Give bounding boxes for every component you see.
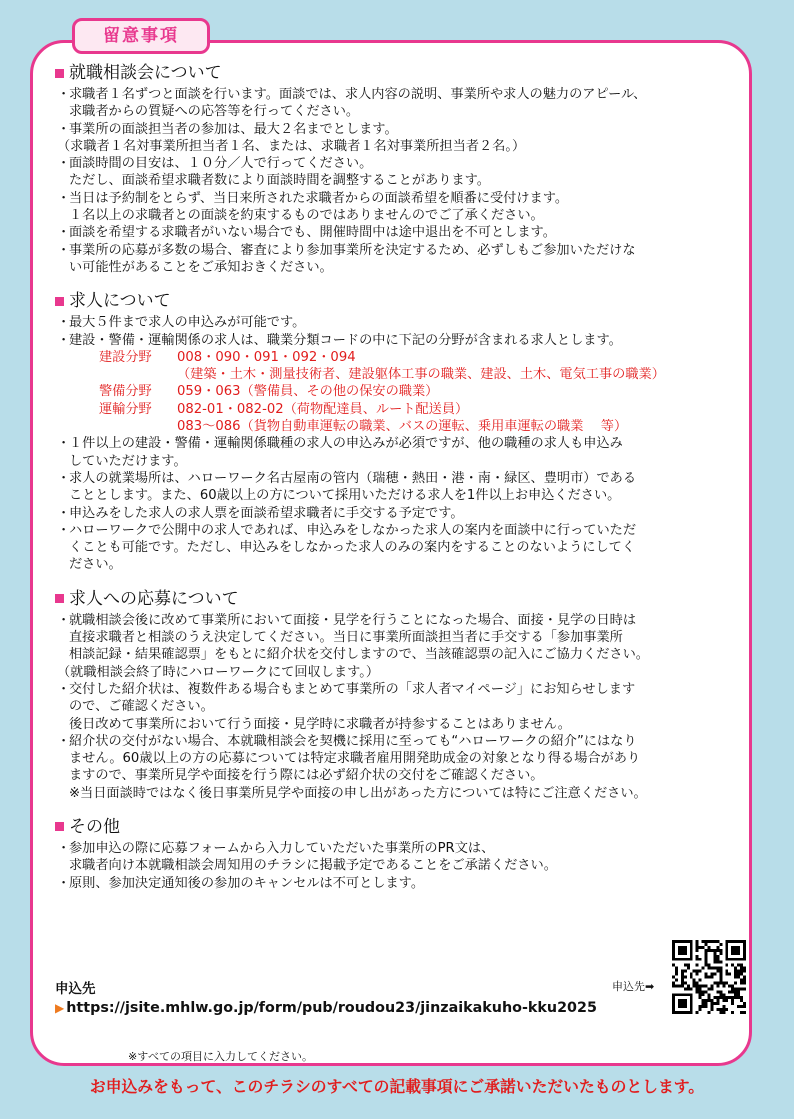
dot-bullet-icon: ・ xyxy=(57,156,71,172)
square-bullet-icon xyxy=(55,822,64,831)
section-0 xyxy=(55,62,745,276)
list-item-text: 建設・警備・運輸関係の求人は、職業分類コードの中に下記の分野が含まれる求人とします。 xyxy=(69,332,622,348)
square-bullet-icon xyxy=(55,297,64,306)
list-item xyxy=(55,155,745,172)
list-item xyxy=(55,733,745,750)
list-item-text: 求職者１名ずつと面談を行います。面談では、求人内容の説明、事業所や求人の魅力のアピール、 xyxy=(69,87,647,102)
list-item-text: 参加申込の際に応募フォームから入力していただいた事業所のPR文は、 xyxy=(69,840,495,856)
job-field-row xyxy=(55,349,745,366)
job-field-codes: 008・090・091・092・094 xyxy=(177,349,356,365)
list-item-text: 原則、参加決定通知後の参加のキャンセルは不可とします。 xyxy=(69,875,425,891)
list-item-continuation: 直接求職者と相談のうえ決定してください。当日に事業所面談担当者に手交する「参加事業所 xyxy=(69,630,623,646)
dot-bullet-icon: ・ xyxy=(57,505,71,521)
section-title xyxy=(55,588,745,610)
list-item xyxy=(55,470,745,487)
job-field-row xyxy=(55,383,745,400)
list-item-continuation: 後日改めて事業所において行う面接・見学時に求職者が持参することはありません。 xyxy=(69,716,571,732)
list-item-text: 就職相談会後に改めて事業所において面接・見学を行うことになった場合、面接・見学の日時は xyxy=(69,612,637,628)
list-item-continuation: ので、ご確認ください。 xyxy=(69,699,214,715)
list-item-text: ハローワークで公開中の求人であれば、申込みをしなかった求人の案内を面談中に行っていただ xyxy=(69,522,637,538)
square-bullet-icon xyxy=(55,594,64,603)
list-item-text: 事業所の面談担当者の参加は、最大２名までとします。 xyxy=(69,121,398,137)
list-item-text: 最大５件まで求人の申込みが可能です。 xyxy=(69,315,306,331)
dot-bullet-icon: ・ xyxy=(57,332,71,348)
list-item-continuation: ただし、面談希望求職者数により面談時間を調整することがあります。 xyxy=(69,173,490,189)
list-item-continuation: １名以上の求職者との面談を約束するものではありませんのでご了承ください。 xyxy=(69,208,544,224)
section-title xyxy=(55,62,745,84)
qr-code-icon[interactable] xyxy=(672,940,746,1014)
square-bullet-icon xyxy=(55,69,64,78)
section-title-text: その他 xyxy=(69,816,120,837)
list-item-text: 申込みをした求人の求人票を面談希望求職者に手交する予定です。 xyxy=(69,505,464,521)
dot-bullet-icon: ・ xyxy=(57,121,71,137)
section-title-text: 就職相談会について xyxy=(69,63,222,83)
list-item-text: 求人の就業場所は、ハローワーク名古屋南の管内（瑞穂・熱田・港・南・緑区、豊明市）である xyxy=(69,470,637,486)
list-item xyxy=(55,875,745,892)
dot-bullet-icon: ・ xyxy=(57,522,71,538)
list-item xyxy=(55,242,745,259)
list-item xyxy=(55,332,745,349)
job-field-label: 建設分野 xyxy=(99,349,152,365)
list-item-continuation: ※当日面談時ではなく後日事業所見学や面接の申し出があった方については特にご注意ください。 xyxy=(69,785,647,801)
list-item-continuation: （求職者１名対事業所担当者１名、または、求職者１名対事業所担当者２名。） xyxy=(57,138,526,154)
list-item-continuation: していただけます。 xyxy=(69,453,187,469)
section-title xyxy=(55,816,745,838)
list-item xyxy=(55,224,745,241)
dot-bullet-icon: ・ xyxy=(57,190,71,206)
list-item-continuation: こととします。また、60歳以上の方について採用いただける求人を1件以上お申込ください。 xyxy=(69,488,621,504)
section-1 xyxy=(55,290,745,573)
qr-label: 申込先➡ xyxy=(612,980,655,993)
list-item xyxy=(55,190,745,207)
list-item-text: １件以上の建設・警備・運輸関係職種の求人の申込みが必須ですが、他の職種の求人も申込み xyxy=(69,436,623,452)
list-item xyxy=(55,86,745,103)
triangle-right-icon: ▶ xyxy=(55,1001,65,1015)
list-item-continuation: ますので、事業所見学や面接を行う際には必ず紹介状の交付をご確認ください。 xyxy=(69,768,544,784)
list-item-text: 交付した紹介状は、複数件ある場合もまとめて事業所の「求人者マイページ」にお知らせします xyxy=(69,681,636,697)
job-field-label: 運輸分野 xyxy=(99,401,152,417)
list-item xyxy=(55,435,745,452)
list-item-continuation: 相談記録・結果確認票」をもとに紹介状を交付しますので、当該確認票の記入にご協力ください。 xyxy=(69,647,649,663)
dot-bullet-icon: ・ xyxy=(57,840,71,856)
job-field-row xyxy=(55,401,745,418)
dot-bullet-icon: ・ xyxy=(57,875,71,891)
job-field-label: 警備分野 xyxy=(99,384,152,400)
job-field-codes: 083～086（貨物自動車運転の職業、バスの運転、乗用車運転の職業 等） xyxy=(177,419,628,435)
list-item-text: 当日は予約制をとらず、当日来所された求職者からの面談希望を順番に受付けます。 xyxy=(69,190,569,206)
list-item-text: 面談を希望する求職者がいない場合でも、開催時間中は途中退出を不可とします。 xyxy=(69,225,556,241)
notice-content xyxy=(55,62,745,906)
job-field-label xyxy=(55,418,177,435)
list-item xyxy=(55,505,745,522)
dot-bullet-icon: ・ xyxy=(57,470,71,486)
section-title-text: 求人への応募について xyxy=(69,588,239,609)
list-item-continuation: くことも可能です。ただし、申込みをしなかった求人のみの案内をすることのないようにしてく xyxy=(69,540,636,556)
list-item xyxy=(55,840,745,857)
list-item xyxy=(55,681,745,698)
dot-bullet-icon: ・ xyxy=(57,681,71,697)
notice-tag: 留意事項 xyxy=(72,18,210,54)
section-3 xyxy=(55,816,745,892)
list-item-continuation: ださい。 xyxy=(69,557,122,573)
section-2 xyxy=(55,588,745,802)
dot-bullet-icon: ・ xyxy=(57,315,71,331)
dot-bullet-icon: ・ xyxy=(57,242,71,258)
list-item xyxy=(55,522,745,539)
list-item xyxy=(55,314,745,331)
dot-bullet-icon: ・ xyxy=(57,436,71,452)
job-field-label xyxy=(55,366,177,383)
job-field-codes: 059・063（警備員、その他の保安の職業） xyxy=(177,384,439,400)
apply-title: 申込先 xyxy=(55,981,96,997)
job-field-codes: 082-01・082-02（荷物配達員、ルート配送員） xyxy=(177,401,469,417)
bottom-notice: お申込みをもって、このチラシのすべての記載事項にご承諾いただいたものとします。 xyxy=(89,1077,705,1096)
job-field-row xyxy=(55,418,745,435)
list-item-continuation: ません。60歳以上の方の応募については特定求職者雇用開発助成金の対象となり得る場合があり xyxy=(69,751,641,767)
dot-bullet-icon: ・ xyxy=(57,225,71,241)
list-item xyxy=(55,121,745,138)
apply-section xyxy=(55,980,695,1018)
job-field-codes: （建築・土木・測量技術者、建設躯体工事の職業、建設、土木、電気工事の職業） xyxy=(177,367,665,383)
list-item-continuation: い可能性があることをご承知おきください。 xyxy=(69,259,333,275)
list-item-text: 事業所の応募が多数の場合、審査により参加事業所を決定するため、必ずしもご参加いただけな xyxy=(69,242,636,258)
dot-bullet-icon: ・ xyxy=(57,612,71,628)
dot-bullet-icon: ・ xyxy=(57,733,71,749)
job-field-row xyxy=(55,366,745,383)
list-item-continuation: 求職者からの質疑への応答等を行ってください。 xyxy=(69,104,360,120)
dot-bullet-icon: ・ xyxy=(57,87,71,102)
apply-url-row xyxy=(55,998,695,1018)
list-item xyxy=(55,612,745,629)
section-title-text: 求人について xyxy=(69,291,171,312)
list-item-continuation: 求職者向け本就職相談会周知用のチラシに掲載予定であることをご承諾ください。 xyxy=(69,858,557,874)
apply-url-link[interactable]: https://jsite.mhlw.go.jp/form/pub/roudou23/jinzaikakuho-kku2025 xyxy=(66,1000,597,1016)
list-item-continuation: （就職相談会終了時にハローワークにて回収します。） xyxy=(57,664,380,680)
list-item-text: 面談時間の目安は、１０分／人で行ってください。 xyxy=(69,156,373,172)
section-title xyxy=(55,290,745,312)
list-item-text: 紹介状の交付がない場合、本就職相談会を契機に採用に至っても“ハローワークの紹介”にはなり xyxy=(69,733,637,749)
input-note: ※すべての項目に入力してください。 xyxy=(128,1050,313,1063)
